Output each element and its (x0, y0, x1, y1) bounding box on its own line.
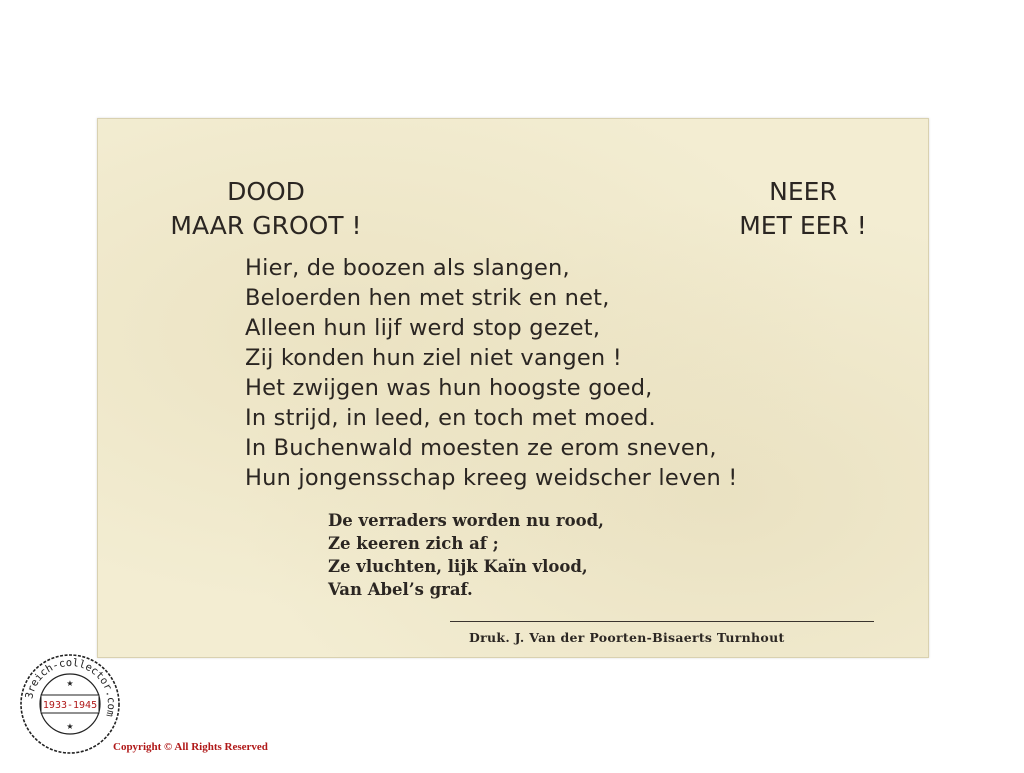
stanza-line: Van Abel’s graf. (328, 580, 473, 599)
stamp-ring-text: 3reich-collector.com (23, 656, 118, 719)
stanza-line: Ze vluchten, lijk Kaïn vlood, (328, 557, 588, 576)
printer-credit: Druk. J. Van der Poorten-Bisaerts Turnhout (469, 630, 785, 645)
poem-line: Hun jongensschap kreeg weidscher leven ! (245, 465, 738, 491)
stanza-line: De verraders worden nu rood, (328, 511, 604, 530)
header-right (718, 175, 888, 243)
poem-line: Beloerden hen met strik en net, (245, 285, 610, 311)
header-left-line-1: DOOD (227, 177, 305, 206)
star-icon: ★ (66, 679, 74, 688)
memorial-card (97, 118, 929, 658)
poem-line: Alleen hun lijf werd stop gezet, (245, 315, 601, 341)
star-icon: ★ (66, 722, 74, 731)
header-left (156, 175, 376, 243)
poem-line: Het zwijgen was hun hoogste goed, (245, 375, 653, 401)
header-right-line-1: NEER (769, 177, 837, 206)
poem-line: Hier, de boozen als slangen, (245, 255, 570, 281)
stanza-line: Ze keeren zich af ; (328, 534, 499, 553)
poem-line: Zij konden hun ziel niet vangen ! (245, 345, 622, 371)
poem-line: In Buchenwald moesten ze erom sneven, (245, 435, 717, 461)
divider-line (450, 621, 874, 622)
poem (245, 253, 738, 493)
header-right-line-2: MET EER ! (739, 211, 867, 240)
copyright-notice: Copyright © All Rights Reserved (113, 741, 268, 753)
stamp-years: 1933-1945 (42, 700, 98, 711)
poem-line: In strijd, in leed, en toch met moed. (245, 405, 656, 431)
collector-stamp (18, 652, 122, 756)
closing-stanza (328, 509, 604, 601)
header-left-line-2: MAAR GROOT ! (170, 211, 362, 240)
